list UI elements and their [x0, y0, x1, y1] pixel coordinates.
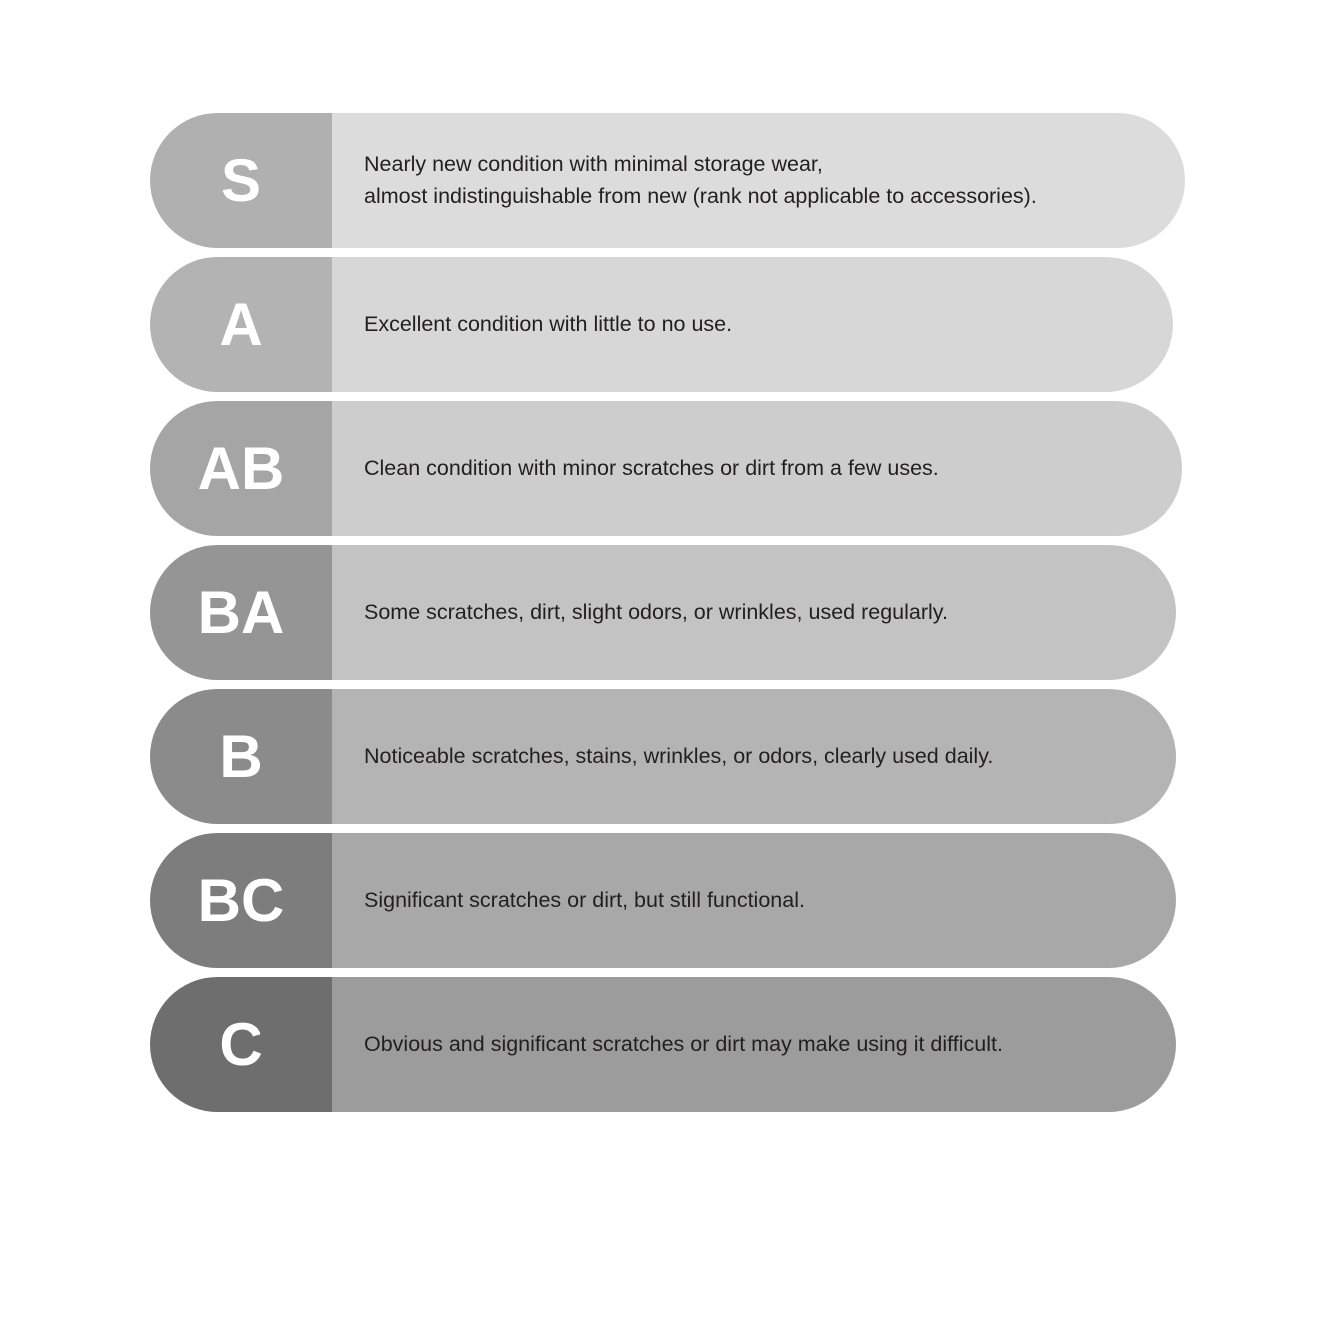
grade-row [150, 113, 1185, 248]
grade-description: Significant scratches or dirt, but still functional. [332, 833, 1176, 968]
grade-description: Nearly new condition with minimal storage wear, almost indistinguishable from new (rank not applicable to accessories). [332, 113, 1185, 248]
grade-description: Clean condition with minor scratches or dirt from a few uses. [332, 401, 1182, 536]
grade-badge: BC [150, 833, 332, 968]
grade-badge: AB [150, 401, 332, 536]
grade-badge: S [150, 113, 332, 248]
grade-description: Noticeable scratches, stains, wrinkles, or odors, clearly used daily. [332, 689, 1176, 824]
grade-description: Excellent condition with little to no use. [332, 257, 1173, 392]
grade-row [150, 833, 1176, 968]
grade-badge: B [150, 689, 332, 824]
grade-row [150, 689, 1176, 824]
grade-description: Obvious and significant scratches or dirt may make using it difficult. [332, 977, 1176, 1112]
grade-badge: C [150, 977, 332, 1112]
grade-row [150, 977, 1176, 1112]
grade-row [150, 257, 1173, 392]
grade-row [150, 401, 1182, 536]
grade-badge: A [150, 257, 332, 392]
grade-badge: BA [150, 545, 332, 680]
grade-description: Some scratches, dirt, slight odors, or wrinkles, used regularly. [332, 545, 1176, 680]
grade-chart [150, 113, 1190, 1121]
grade-row [150, 545, 1176, 680]
